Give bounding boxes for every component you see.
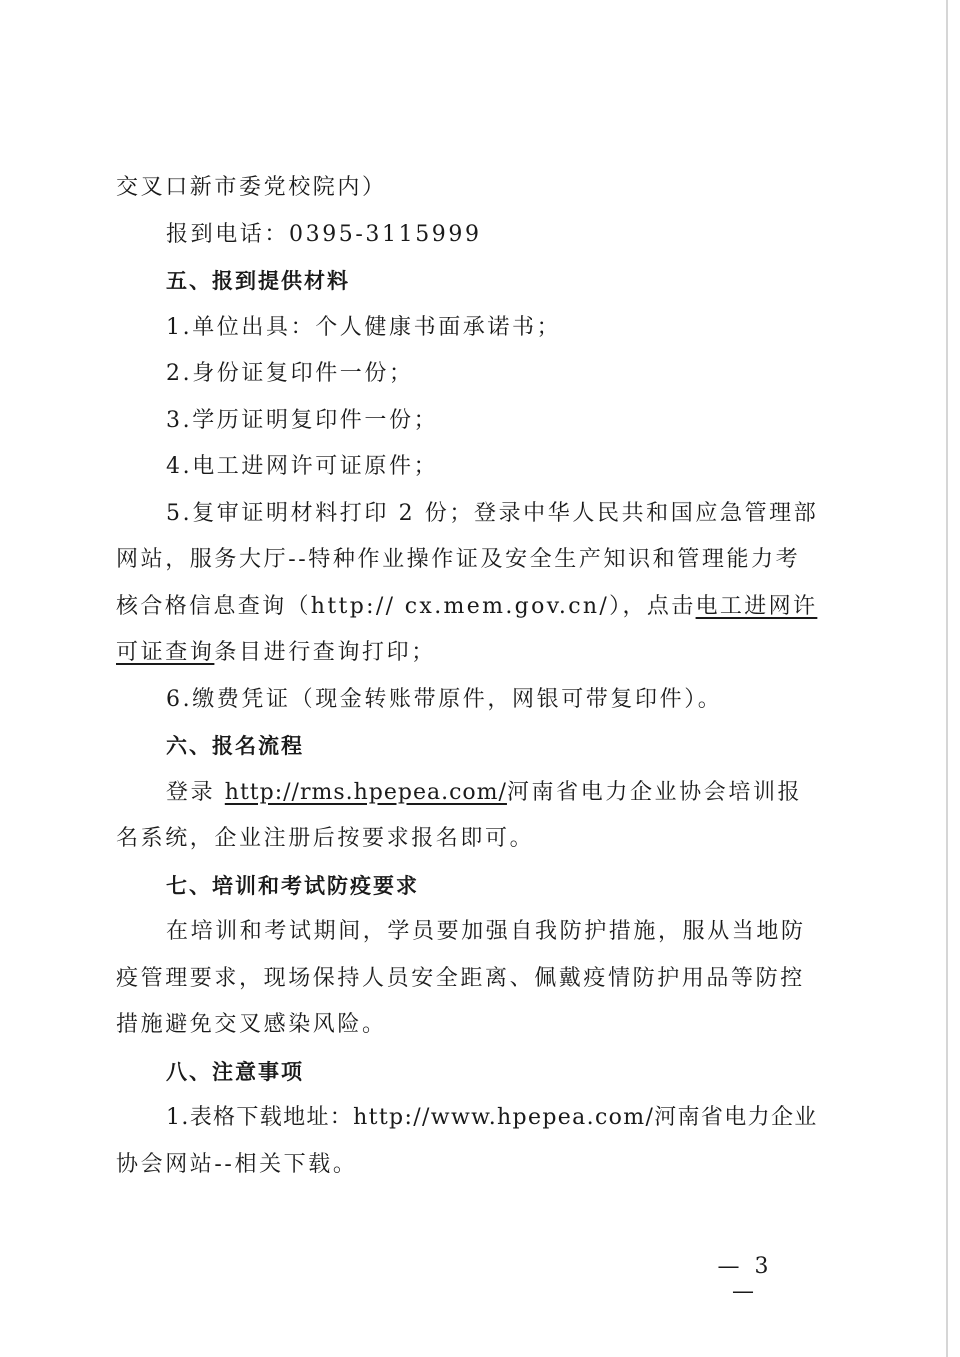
registration-phone [116,212,818,259]
registration-line-2: 名系统，企业注册后按要求报名即可。 [116,826,535,851]
material-item-5-line-3 [116,584,818,631]
material-item-5-line-2: 网站，服务大厅--特种作业操作证及安全生产知识和管理能力考 [116,547,801,572]
registration-phone-text: 报到电话：0395-3115999 [166,221,482,247]
login-label: 登录 [166,779,225,805]
epidemic-text-line-1: 在培训和考试期间，学员要加强自我防护措施，服从当地防 [166,919,806,944]
section-heading-8: 八、注意事项 [166,1059,304,1084]
registration-system-name: 河南省电力企业协会培训报 [506,779,803,805]
query-url-text: 核合格信息查询（http:// cx.mem.gov.cn/），点击 [116,593,696,619]
material-item-1: 1.单位出具：个人健康书面承诺书； [166,314,562,340]
epidemic-text-line-3: 措施避免交叉感染风险。 [116,1012,387,1037]
material-item-5-line-1: 5.复审证明材料打印 2 份；登录中华人民共和国应急管理部 [166,500,818,526]
notice-item-1-line-2: 协会网站--相关下载。 [116,1151,358,1177]
license-query-link[interactable]: 电工进网许 [695,593,818,619]
material-item-6: 6.缴费凭证（现金转账带原件，网银可带复印件）。 [166,686,723,712]
document-body [116,165,818,1188]
section-heading-5: 五、报到提供材料 [166,269,350,293]
text-line: 交叉口新市委党校院内） [116,175,387,200]
page-edge-line [946,0,948,1357]
material-item-3: 3.学历证明复印件一份； [166,407,439,433]
material-item-5-line-4 [116,630,818,677]
license-query-link-cont[interactable]: 可证查询 [116,640,215,665]
page-number: — 3 — [717,1254,773,1304]
notice-item-1-line-1: 1.表格下载地址：http://www.hpepea.com/河南省电力企业 [166,1105,818,1130]
epidemic-text-line-2: 疫管理要求，现场保持人员安全距离、佩戴疫情防护用品等防控 [116,965,805,991]
section-heading-6: 六、报名流程 [166,734,304,758]
material-item-4: 4.电工进网许可证原件； [166,454,439,479]
query-instruction-text: 条目进行查询打印； [214,640,436,665]
section-heading-7: 七、培训和考试防疫要求 [166,873,419,898]
registration-line-1 [116,770,818,817]
registration-system-link[interactable]: http://rms.hpepea.com/ [224,779,507,805]
material-item-2: 2.身份证复印件一份； [166,361,414,386]
